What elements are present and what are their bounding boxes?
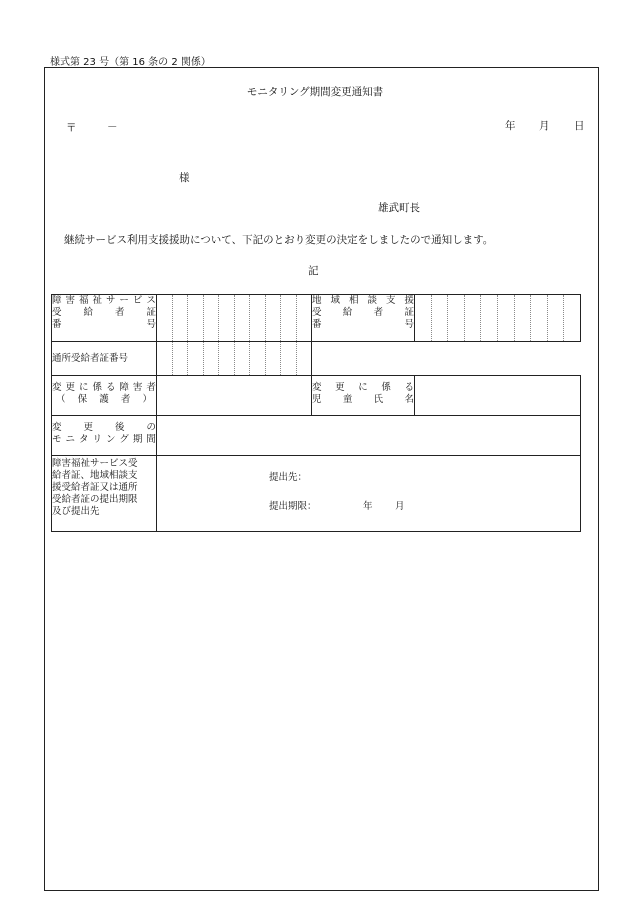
label-char: タ (78, 434, 89, 445)
date-year-label: 年 (505, 120, 516, 132)
label-line (52, 307, 156, 319)
table-row (52, 456, 581, 532)
label-char: （ (56, 394, 66, 405)
consultation-cert-number-label (312, 295, 415, 342)
label-char: 変 (52, 422, 62, 433)
label-char: 障 (119, 382, 129, 393)
monitoring-period-field[interactable] (157, 416, 581, 456)
deadline-year-label: 年 (363, 501, 373, 512)
label-char: 者 (120, 394, 131, 405)
empty-area (312, 342, 581, 376)
label-char: ニ (65, 434, 75, 445)
label-char: 更 (335, 382, 345, 393)
label-char: 変 (312, 382, 322, 393)
label-char: 氏 (373, 394, 384, 405)
day-service-cert-number-label: 通所受給者証番号 (52, 342, 157, 376)
label-char: ン (105, 434, 116, 445)
label-char: 援 (404, 295, 414, 306)
label-line (52, 434, 156, 446)
label-char: 給 (342, 307, 353, 318)
table-row (52, 342, 581, 376)
postal-mark: 〒 (66, 122, 77, 134)
label-char: 地 (312, 295, 322, 306)
label-char: 者 (146, 382, 156, 393)
child-name-label (312, 376, 415, 416)
submit-to-label: 提出先： (269, 472, 308, 483)
label-char: ー (119, 295, 129, 306)
label-line (52, 295, 156, 307)
label-char: 号 (404, 319, 414, 330)
guardian-label (52, 376, 157, 416)
label-char: 号 (146, 319, 156, 330)
guardian-field[interactable] (157, 376, 312, 416)
label-char: 給 (83, 307, 93, 318)
label-line (312, 394, 414, 406)
label-char: 童 (342, 394, 353, 405)
label-char: 保 (77, 394, 88, 405)
label-char: 者 (373, 307, 384, 318)
sender-name: 雄武町長 (378, 202, 420, 214)
label-line (52, 422, 156, 434)
notice-body-text: 継続サービス利用支援援助について、下記のとおり変更の決定をしましたので通知します。 (64, 234, 494, 246)
label-char: 相 (348, 295, 359, 306)
document-title: モニタリング期間変更通知書 (246, 86, 384, 98)
postal-dash: － (107, 121, 118, 133)
label-char: 名 (404, 394, 414, 405)
label-char: 域 (330, 295, 340, 306)
label-char: 害 (132, 382, 143, 393)
service-cert-number-label (52, 295, 157, 342)
submission-field[interactable] (157, 456, 581, 532)
label-line (52, 382, 156, 394)
label-char: モ (52, 434, 62, 445)
label-char: 者 (114, 307, 125, 318)
label-char: 証 (404, 307, 414, 318)
label-char: 受 (312, 307, 322, 318)
information-table (51, 294, 581, 532)
label-char: 証 (146, 307, 156, 318)
label-char: に (78, 382, 89, 393)
label-char: ス (146, 295, 156, 306)
date-month-label: 月 (539, 120, 550, 132)
label-char: る (404, 382, 414, 393)
label-line (312, 382, 414, 394)
label-char: の (146, 422, 156, 433)
deadline-month-label: 月 (395, 501, 405, 512)
label-char: 祉 (92, 295, 102, 306)
label-char: 更 (65, 382, 75, 393)
label-char: 護 (99, 394, 109, 405)
label-char: 更 (83, 422, 93, 433)
service-cert-number-field[interactable] (157, 295, 312, 342)
label-line (312, 295, 414, 307)
table-row (52, 416, 581, 456)
label-char: サ (105, 295, 116, 306)
label-char: 受 (52, 307, 62, 318)
table-row (52, 295, 581, 342)
label-char: 番 (312, 319, 322, 330)
label-char: 後 (114, 422, 125, 433)
label-char: 福 (78, 295, 89, 306)
label-char: 談 (367, 295, 377, 306)
label-char: リ (92, 434, 102, 445)
label-char: 係 (92, 382, 102, 393)
label-char: に (358, 382, 368, 393)
label-char: ） (142, 394, 152, 405)
form-number-label: 様式第 23 号（第 16 条の 2 関係） (50, 57, 211, 68)
label-char: グ (119, 434, 129, 445)
table-row (52, 376, 581, 416)
consultation-cert-number-field[interactable] (415, 295, 581, 342)
label-char: 害 (65, 295, 75, 306)
recipient-honorific: 様 (179, 172, 190, 184)
day-service-cert-number-field[interactable] (157, 342, 312, 376)
child-name-field[interactable] (415, 376, 581, 416)
label-line (312, 307, 414, 319)
submission-label: 障害福祉サービス受 給者証、地域相談支 援受給者証又は通所 受給者証の提出期限 及び提出先 (52, 456, 157, 532)
label-line (312, 319, 414, 331)
label-char: 間 (146, 434, 156, 445)
label-char: る (105, 382, 116, 393)
deadline-label: 提出期限： (269, 501, 317, 512)
label-char: 番 (52, 319, 62, 330)
label-char: 期 (132, 434, 143, 445)
label-line (52, 394, 156, 406)
label-line (52, 319, 156, 331)
ki-heading: 記 (308, 265, 319, 277)
date-day-label: 日 (574, 120, 585, 132)
label-char: 係 (381, 382, 391, 393)
label-char: ビ (132, 295, 143, 306)
label-char: 支 (385, 295, 396, 306)
label-char: 児 (312, 394, 322, 405)
label-char: 障 (52, 295, 62, 306)
monitoring-period-label (52, 416, 157, 456)
label-char: 変 (52, 382, 62, 393)
